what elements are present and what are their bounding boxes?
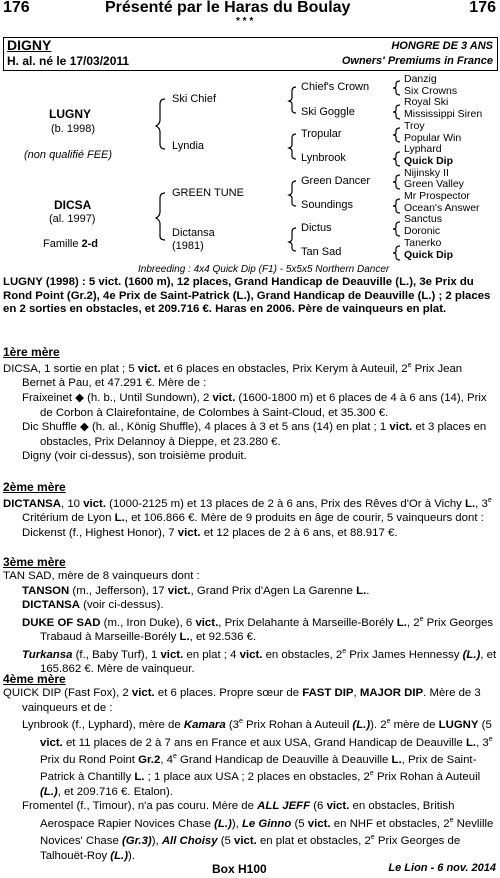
g3-7: Dictus	[301, 222, 332, 234]
sale-info: Le Lion - 6 nov. 2014	[388, 862, 496, 874]
section-3-text: TAN SAD, mère de 8 vainqueurs dont : TANSON (m., Jefferson), 17 vict., Grand Prix d'Agen La Garenne L.. DICTANSA (voir ci-dessus). DUKE OF SAD (m., Iron Duke), 6 vict., Prix Delahante à Marseille-Borély L., 2e Prix Georges Trabaud à Marseille-Borély L., et 92.536 €. Turkansa (f., Baby Turf), 1 vict. en plat ; 4 vict. en obstacles, 2e Prix James Hennessy (L.), et 165.862 €. Mère de vainqueur.	[3, 570, 497, 676]
g3-1: Chief's Crown	[301, 81, 370, 93]
g2-green-tune: GREEN TUNE	[172, 187, 244, 199]
g3-8: Tan Sad	[301, 246, 342, 258]
g3-5: Green Dancer	[301, 175, 371, 187]
section-1-text: DICSA, 1 sortie en plat ; 5 vict. et 6 places en obstacles, Prix Kerym à Auteuil, 2e Prix Jean Bernet à Pau, et 47.291 €. Mère de : Fraixeinet ◆ (h. b., Until Sundown), 2 vict. (1600-1800 m) et 6 places de 4 à 6 ans (14), Prix de Corbon à Clairefontaine, de Colombes à Saint-Cloud, et 35.300 €. Dic Shuffle ◆ (h. al., König Shuffle), 4 places à 3 et 5 ans (14) en plat ; 1 vict. et 3 places en obstacles, Prix Delannoy à Dieppe, et 23.280 €. Digny (voir ci-dessus), son troisième produit.	[3, 362, 487, 463]
g3-6: Soundings	[301, 199, 353, 211]
horse-category: HONGRE DE 3 ANS	[391, 40, 493, 52]
g4-4: Mississippi Siren	[404, 108, 483, 121]
box-number: Box H100	[212, 862, 267, 876]
section-4eme-mere: 4ème mère	[3, 672, 66, 686]
g4-list	[404, 74, 482, 261]
section-3eme-mere: 3ème mère	[3, 555, 66, 569]
g4-1: Danzig	[404, 73, 437, 85]
g4-11: Mr Prospector	[404, 190, 470, 203]
g4-13: Sanctus	[404, 213, 442, 226]
g2-dictansa: Dictansa	[172, 227, 215, 239]
section-1ere-mere: 1ère mère	[3, 345, 60, 359]
g3-3: Tropular	[301, 128, 342, 140]
g4-5: Troy	[404, 119, 425, 132]
section-2-text: DICTANSA, 10 vict. (1000-2125 m) et 13 places de 2 à 6 ans, Prix des Rêves d'Or à Vichy L., 3e Critérium de Lyon L., et 106.866 €. Mère de 9 produits en âge de courir, 5 vainqueurs dont : Dickenst (f., Highest Honor), 7 vict. et 12 places de 2 à 6 ans, et 88.917 €.	[3, 497, 492, 539]
sire-info: (b. 1998)	[51, 123, 96, 135]
g4-2: Six Crowns	[404, 84, 458, 97]
horse-birth: H. al. né le 17/03/2011	[7, 54, 130, 68]
section-2eme-mere: 2ème mère	[3, 480, 66, 494]
dam-family: Famille 2-d	[43, 238, 99, 250]
dam-info: (al. 1997)	[49, 213, 96, 225]
g4-14: Doronic	[404, 225, 441, 238]
g2-lyndia: Lyndia	[172, 140, 205, 152]
sire-summary: LUGNY (1998) : 5 vict. (1600 m), 12 places, Grand Handicap de Deauville (L.), 3e Prix du Rond Point (Gr.2), 4e Prix de Saint-Patrick (L.), Grand Handicap de Deauville (L.) ; 2 places en 2 sorties en obstacles, et 209.716 €. Haras en 2006. Père de vainqueurs en plat.	[3, 276, 491, 316]
g2-dictansa-year: (1981)	[172, 240, 204, 252]
lot-number-right: 176	[469, 0, 496, 16]
lot-number-left: 176	[3, 0, 30, 16]
g3-2: Ski Goggle	[301, 106, 355, 118]
g3-4: Lynbrook	[301, 152, 346, 164]
g4-8: Quick Dip	[404, 154, 454, 167]
horse-name: DIGNY	[7, 37, 52, 53]
g4-10: Green Valley	[404, 178, 464, 191]
g4-15: Tanerko	[404, 236, 442, 249]
sire-name: LUGNY	[49, 107, 91, 121]
g4-12: Ocean's Answer	[404, 201, 480, 214]
header-stars: * * *	[236, 16, 254, 27]
owners-premiums: Owners' Premiums in France	[341, 55, 493, 67]
g4-7: Lyphard	[404, 143, 442, 156]
g4-9: Nijinsky II	[404, 166, 449, 179]
section-4-text: QUICK DIP (Fast Fox), 2 vict. et 6 places. Propre sœur de FAST DIP, MAJOR DIP. Mère de 3 vainqueurs et de : Lynbrook (f., Lyphard), mère de Kamara (3e Prix Rohan à Auteuil (L.)). 2e mère de LUGNY (5 vict. et 11 places de 2 à 7 ans en France et aux USA, Grand Handicap de Deauville L., 3e Prix du Rond Point Gr.2, 4e Grand Handicap de Deauville à Deauville L., Prix de Saint-Patrick à Chantilly L. ; 1 place aux USA ; 2 places en obstacles, 2e Prix Rohan à Auteuil (L.), et 209.716 €. Etalon). Fromentel (f., Timour), n'a pas couru. Mère de ALL JEFF (6 vict. en obstacles, British Aerospace Rapier Novices Chase (L.)), Le Ginno (5 vict. en NHF et obstacles, 2e Nevlille Novices' Chase (Gr.3)), All Choisy (5 vict. en plat et obstacles, 2e Prix Georges de Talhouët-Roy (L.)).	[3, 687, 494, 862]
inbreeding: Inbreeding : 4x4 Quick Dip (F1) - 5x5x5 Northern Dancer	[138, 264, 390, 275]
g4-3: Royal Ski	[404, 96, 449, 109]
g2-ski-chief: Ski Chief	[172, 93, 217, 105]
sire-note: (non qualifié FEE)	[24, 149, 113, 161]
dam-name: DICSA	[54, 198, 92, 212]
g4-6: Popular Win	[404, 131, 462, 144]
page-title: Présenté par le Haras du Boulay	[105, 0, 351, 16]
g4-16: Quick Dip	[404, 248, 454, 261]
